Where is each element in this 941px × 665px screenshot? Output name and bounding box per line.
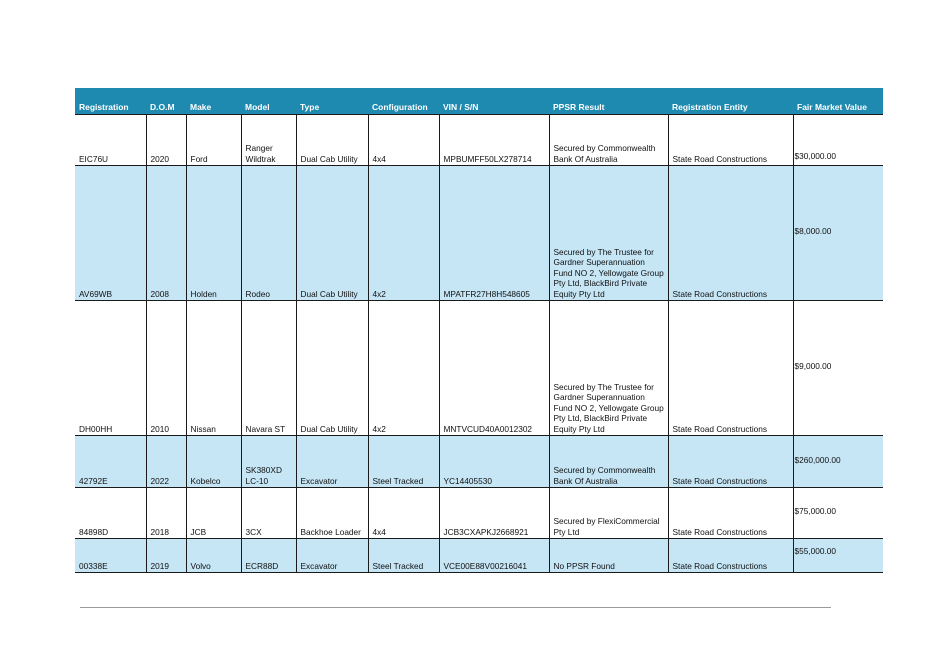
header-dom: D.O.M	[146, 88, 186, 115]
footer-divider	[80, 607, 831, 608]
cell-vin: JCB3CXAPKJ2668921	[439, 488, 549, 539]
cell-ppsr-result: No PPSR Found	[549, 539, 668, 573]
cell-model: Navara ST	[241, 301, 296, 436]
cell-configuration: 4x4	[368, 488, 439, 539]
cell-model: 3CX	[241, 488, 296, 539]
header-vin: VIN / S/N	[439, 88, 549, 115]
cell-ppsr-result: Secured by Commonwealth Bank Of Australia	[549, 436, 668, 488]
cell-type: Backhoe Loader	[296, 488, 368, 539]
cell-registration-entity: State Road Constructions	[668, 166, 793, 301]
cell-dom: 2020	[146, 115, 186, 166]
cell-fair-market-value	[793, 539, 883, 573]
cell-type: Dual Cab Utility	[296, 166, 368, 301]
cell-vin: MPBUMFF50LX278714	[439, 115, 549, 166]
header-row	[75, 88, 883, 115]
cell-make: Holden	[186, 166, 241, 301]
fmv-value: $9,000.00	[794, 361, 832, 372]
fmv-value: $8,000.00	[794, 226, 832, 237]
cell-registration: 84898D	[75, 488, 146, 539]
cell-vin: VCE00E88V00216041	[439, 539, 549, 573]
cell-ppsr-result: Secured by The Trustee for Gardner Superannuation Fund NO 2, Yellowgate Group Pty Ltd, BlackBird Private Equity Pty Ltd	[549, 301, 668, 436]
cell-registration: 00338E	[75, 539, 146, 573]
cell-registration-entity: State Road Constructions	[668, 436, 793, 488]
cell-configuration: 4x4	[368, 115, 439, 166]
cell-registration: 42792E	[75, 436, 146, 488]
cell-fair-market-value	[793, 115, 883, 166]
cell-type: Excavator	[296, 436, 368, 488]
cell-type: Dual Cab Utility	[296, 301, 368, 436]
cell-ppsr-result: Secured by Commonwealth Bank Of Australia	[549, 115, 668, 166]
cell-registration-entity: State Road Constructions	[668, 488, 793, 539]
fmv-value: $260,000.00	[794, 454, 841, 465]
cell-configuration: 4x2	[368, 166, 439, 301]
header-configuration: Configuration	[368, 88, 439, 115]
header-make: Make	[186, 88, 241, 115]
fmv-value: $30,000.00	[794, 150, 837, 161]
header-fair-market-value: Fair Market Value	[793, 88, 883, 115]
cell-ppsr-result: Secured by The Trustee for Gardner Superannuation Fund NO 2, Yellowgate Group Pty Ltd, BlackBird Private Equity Pty Ltd	[549, 166, 668, 301]
cell-vin: MPATFR27H8H548605	[439, 166, 549, 301]
cell-make: Nissan	[186, 301, 241, 436]
cell-fair-market-value	[793, 166, 883, 301]
header-type: Type	[296, 88, 368, 115]
table-row	[75, 301, 883, 436]
cell-dom: 2022	[146, 436, 186, 488]
header-ppsr-result: PPSR Result	[549, 88, 668, 115]
header-registration: Registration	[75, 88, 146, 115]
cell-configuration: Steel Tracked	[368, 436, 439, 488]
cell-vin: MNTVCUD40A0012302	[439, 301, 549, 436]
cell-model: Rodeo	[241, 166, 296, 301]
cell-type: Excavator	[296, 539, 368, 573]
table-row	[75, 115, 883, 166]
cell-fair-market-value	[793, 488, 883, 539]
cell-registration: DH00HH	[75, 301, 146, 436]
cell-model: ECR88D	[241, 539, 296, 573]
table-row	[75, 436, 883, 488]
cell-fair-market-value	[793, 301, 883, 436]
cell-vin: YC14405530	[439, 436, 549, 488]
header-model: Model	[241, 88, 296, 115]
cell-dom: 2019	[146, 539, 186, 573]
fmv-value: $55,000.00	[794, 546, 837, 556]
header-registration-entity: Registration Entity	[668, 88, 793, 115]
cell-ppsr-result: Secured by FlexiCommercial Pty Ltd	[549, 488, 668, 539]
cell-dom: 2008	[146, 166, 186, 301]
cell-registration-entity: State Road Constructions	[668, 115, 793, 166]
cell-fair-market-value	[793, 436, 883, 488]
fmv-value: $75,000.00	[794, 506, 837, 517]
table-row	[75, 166, 883, 301]
cell-dom: 2018	[146, 488, 186, 539]
cell-make: JCB	[186, 488, 241, 539]
cell-registration-entity: State Road Constructions	[668, 301, 793, 436]
cell-registration: EIC76U	[75, 115, 146, 166]
asset-table-wrapper	[75, 88, 883, 573]
cell-model: SK380XD LC-10	[241, 436, 296, 488]
asset-table	[75, 88, 883, 573]
cell-registration-entity: State Road Constructions	[668, 539, 793, 573]
cell-configuration: 4x2	[368, 301, 439, 436]
cell-configuration: Steel Tracked	[368, 539, 439, 573]
cell-registration: AV69WB	[75, 166, 146, 301]
table-row	[75, 539, 883, 573]
cell-dom: 2010	[146, 301, 186, 436]
cell-make: Ford	[186, 115, 241, 166]
cell-type: Dual Cab Utility	[296, 115, 368, 166]
cell-make: Volvo	[186, 539, 241, 573]
cell-make: Kobelco	[186, 436, 241, 488]
table-row	[75, 488, 883, 539]
cell-model: Ranger Wildtrak	[241, 115, 296, 166]
